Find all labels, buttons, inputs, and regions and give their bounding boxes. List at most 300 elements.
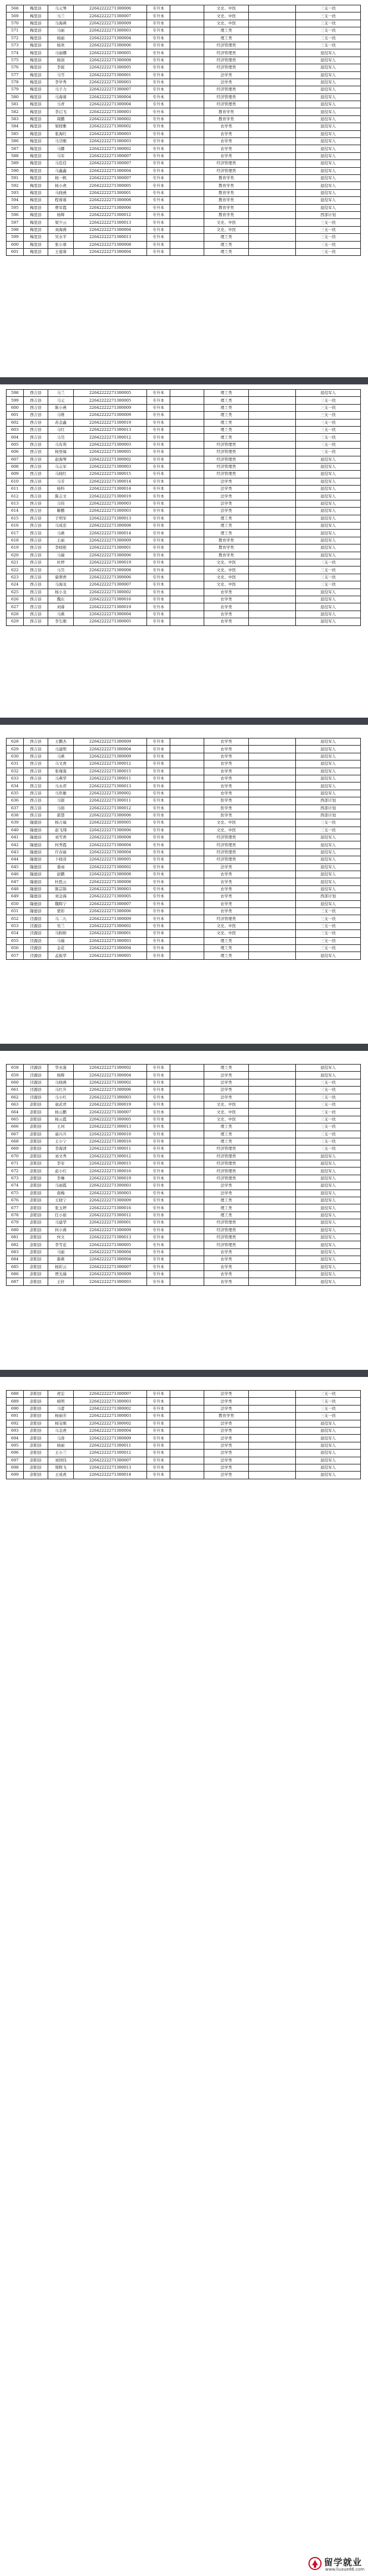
table-row <box>7 618 361 625</box>
table-row <box>7 463 361 470</box>
table-cell: 法学类 <box>204 1398 249 1405</box>
table-cell: 隆德县 <box>24 856 48 863</box>
table-row <box>7 893 361 900</box>
table-cell: 杨欢 <box>48 42 74 49</box>
table-cell <box>249 219 296 226</box>
table-cell: 泾源县 <box>24 915 48 922</box>
table-cell: 专升本 <box>147 930 170 937</box>
table-cell: 法学类 <box>204 71 249 79</box>
table-cell: 彭阳县 <box>24 1464 48 1471</box>
table-cell: 22642222271300003 <box>74 27 147 35</box>
table-cell: 22642222271300004 <box>74 1256 147 1263</box>
table-cell: 马晓燕 <box>48 1079 74 1086</box>
table-row <box>7 515 361 522</box>
table-cell: 教育学类 <box>204 174 249 181</box>
table-cell <box>170 1435 204 1442</box>
table-cell <box>170 471 204 478</box>
table-cell <box>170 746 204 753</box>
table-cell: 经济管理类 <box>204 1153 249 1160</box>
table-cell: 文史、中医 <box>204 819 249 827</box>
table-cell <box>170 782 204 790</box>
table-cell: 三支一扶 <box>296 1145 361 1153</box>
table-cell: 马娜 <box>48 145 74 152</box>
table-cell: 退役军人 <box>296 79 361 86</box>
table-cell: 专升本 <box>147 12 170 20</box>
table-row <box>7 1241 361 1248</box>
table-cell: 李生刚 <box>48 618 74 625</box>
table-cell <box>170 819 204 827</box>
table-cell: 马志军 <box>48 463 74 470</box>
table-cell <box>249 1435 296 1442</box>
table-cell: 西吉县 <box>24 530 48 537</box>
table-cell: 退役军人 <box>296 189 361 196</box>
table-cell: 文史、中医 <box>204 574 249 581</box>
table-cell: 农学类 <box>204 907 249 915</box>
table-cell: 22642222271300002 <box>74 790 147 797</box>
table-cell <box>249 1131 296 1138</box>
table-cell: 教育学类 <box>204 182 249 189</box>
table-cell <box>249 537 296 544</box>
table-row <box>7 130 361 137</box>
table-cell: 法学类 <box>204 1427 249 1434</box>
table-cell <box>170 871 204 878</box>
table-cell <box>249 12 296 20</box>
table-cell: 梅里县 <box>24 49 48 57</box>
table-cell: 隆德县 <box>24 834 48 841</box>
table-cell: 三支一扶 <box>296 404 361 411</box>
table-cell: 退役军人 <box>296 1204 361 1212</box>
table-cell: 农学类 <box>204 152 249 159</box>
table-cell: 退役军人 <box>296 478 361 485</box>
table-cell: 梅里县 <box>24 101 48 108</box>
table-cell <box>170 1263 204 1270</box>
table-cell <box>170 611 204 618</box>
table-cell: 专升本 <box>147 530 170 537</box>
table-cell: 苏金鑫 <box>48 419 74 426</box>
table-cell: 三支一扶 <box>296 248 361 255</box>
table-row <box>7 1204 361 1212</box>
table-cell: 22642222271300001 <box>74 930 147 937</box>
table-cell: 西吉县 <box>24 544 48 552</box>
table-cell: 专升本 <box>147 1079 170 1086</box>
table-cell: 22642222271300013 <box>74 1123 147 1131</box>
table-cell <box>249 589 296 596</box>
table-cell: 22642222271300008 <box>74 834 147 841</box>
table-cell: 专升本 <box>147 20 170 27</box>
table-cell: 657 <box>7 952 24 959</box>
table-cell <box>249 1153 296 1160</box>
table-row <box>7 426 361 433</box>
table-cell: 法学类 <box>204 1457 249 1464</box>
table-cell: 彭阳县 <box>24 1131 48 1138</box>
table-cell: 文史、中医 <box>204 566 249 574</box>
table-cell <box>249 775 296 782</box>
table-cell: 22642222271300007 <box>74 12 147 20</box>
table-cell: 22642222271300009 <box>74 404 147 411</box>
table-cell: 西吉县 <box>24 412 48 419</box>
table-cell: 西吉县 <box>24 574 48 581</box>
table-cell: 专升本 <box>147 1398 170 1405</box>
table-cell: 569 <box>7 12 24 20</box>
table-cell: 616 <box>7 522 24 530</box>
table-cell: 三支一扶 <box>296 574 361 581</box>
table-cell <box>249 1420 296 1427</box>
table-cell: 农学类 <box>204 596 249 603</box>
table-cell: 专升本 <box>147 760 170 768</box>
table-cell: 686 <box>7 1270 24 1278</box>
table-cell: 专升本 <box>147 5 170 12</box>
table-cell: 22642222271300006 <box>74 552 147 559</box>
table-cell: 彭阳县 <box>24 1197 48 1204</box>
table-cell: 医学类 <box>204 812 249 819</box>
table-cell: 专升本 <box>147 900 170 907</box>
table-cell <box>249 544 296 552</box>
table-cell: 退役军人 <box>296 871 361 878</box>
table-cell: 梅里县 <box>24 174 48 181</box>
table-cell: 22642222271300007 <box>74 1263 147 1270</box>
table-row <box>7 1278 361 1285</box>
table-cell: 专升本 <box>147 211 170 218</box>
table-cell: 法学类 <box>204 1190 249 1197</box>
table-row <box>7 152 361 159</box>
table-cell <box>249 566 296 574</box>
table-cell: 22642222271300005 <box>74 182 147 189</box>
table-cell: 梅里县 <box>24 86 48 93</box>
table-cell: 马涛 <box>48 1435 74 1442</box>
table-cell: 658 <box>7 1065 24 1072</box>
table-cell: 672 <box>7 1168 24 1175</box>
table-row <box>7 566 361 574</box>
table-cell: 马军 <box>48 152 74 159</box>
table-cell: 马蕾 <box>48 1405 74 1412</box>
table-cell: 吴水平 <box>48 234 74 241</box>
table-cell <box>170 189 204 196</box>
table-cell: 570 <box>7 20 24 27</box>
table-cell <box>249 508 296 515</box>
table-cell: 专升本 <box>147 805 170 812</box>
table-cell: 理工类 <box>204 944 249 951</box>
table-cell: 教育学类 <box>204 115 249 123</box>
table-cell: 688 <box>7 1391 24 1398</box>
table-cell: 退役军人 <box>296 856 361 863</box>
table-cell: 22642222271300005 <box>74 856 147 863</box>
table-cell: 退役军人 <box>296 182 361 189</box>
table-cell <box>170 1094 204 1101</box>
table-cell: 专升本 <box>147 86 170 93</box>
table-cell: 杜胜云 <box>48 878 74 885</box>
table-cell: 赵鹏 <box>48 871 74 878</box>
table-cell: 专升本 <box>147 145 170 152</box>
table-cell: 法学类 <box>204 1094 249 1101</box>
table-cell: 理工类 <box>204 515 249 522</box>
table-cell: 马海燕 <box>48 20 74 27</box>
table-cell: 专升本 <box>147 1442 170 1449</box>
table-cell: 三支一扶 <box>296 559 361 566</box>
table-cell: 三支一扶 <box>296 915 361 922</box>
table-cell <box>249 138 296 145</box>
table-cell: 梅里县 <box>24 57 48 64</box>
table-cell: 专升本 <box>147 486 170 493</box>
table-cell <box>249 1168 296 1175</box>
table-cell: 22642222271300012 <box>74 434 147 441</box>
table-cell: 579 <box>7 86 24 93</box>
table-cell <box>249 530 296 537</box>
table-cell: 理工类 <box>204 404 249 411</box>
table-cell: 赵海琴 <box>48 456 74 463</box>
table-cell: 专升本 <box>147 426 170 433</box>
table-cell: 专升本 <box>147 885 170 893</box>
table-cell: 639 <box>7 819 24 827</box>
table-cell: 652 <box>7 915 24 922</box>
table-cell: 经济管理类 <box>204 834 249 841</box>
table-cell: 三支一扶 <box>296 1413 361 1420</box>
table-cell: 西吉县 <box>24 500 48 507</box>
table-cell: 三支一扶 <box>296 35 361 42</box>
table-cell: 专升本 <box>147 782 170 790</box>
table-cell: 文史、中医 <box>204 827 249 834</box>
table-cell: 22642222271300005 <box>74 1241 147 1248</box>
table-cell <box>249 1123 296 1131</box>
table-cell: 专升本 <box>147 566 170 574</box>
table-cell: 专升本 <box>147 937 170 944</box>
table-cell: 专升本 <box>147 1457 170 1464</box>
table-cell: 杨科 <box>48 486 74 493</box>
table-cell <box>249 930 296 937</box>
table-cell: 专升本 <box>147 1450 170 1457</box>
table-cell: 梁少云 <box>48 219 74 226</box>
table-cell: 三支一扶 <box>296 1131 361 1138</box>
table-cell <box>170 1413 204 1420</box>
table-cell: 专升本 <box>147 581 170 589</box>
table-row <box>7 915 361 922</box>
table-row <box>7 93 361 101</box>
table-cell: 22642222271300004 <box>74 611 147 618</box>
table-cell: 梅里县 <box>24 241 48 248</box>
table-cell <box>249 1072 296 1079</box>
table-cell <box>170 1427 204 1434</box>
table-cell: 法学类 <box>204 1087 249 1094</box>
table-cell: 退役军人 <box>296 1278 361 1285</box>
table-cell: 退役军人 <box>296 544 361 552</box>
table-row <box>7 1219 361 1226</box>
table-row <box>7 49 361 57</box>
table-cell: 彭阳县 <box>24 1391 48 1398</box>
table-cell <box>170 900 204 907</box>
table-cell: 22642222271300004 <box>74 35 147 42</box>
table-cell: 22642222271300012 <box>74 1153 147 1160</box>
table-cell: 22642222271300001 <box>74 189 147 196</box>
table-cell: 574 <box>7 49 24 57</box>
table-cell: 专升本 <box>147 552 170 559</box>
table-cell: 专升本 <box>147 57 170 64</box>
table-cell <box>170 419 204 426</box>
table-cell: 退役军人 <box>296 152 361 159</box>
table-cell <box>249 1087 296 1094</box>
table-row <box>7 241 361 248</box>
table-cell: 退役军人 <box>296 71 361 79</box>
table-cell: 理工类 <box>204 1204 249 1212</box>
table-cell <box>170 456 204 463</box>
table-cell: 667 <box>7 1131 24 1138</box>
table-cell: 贾光瑞 <box>48 1270 74 1278</box>
table-cell: 22642222271300002 <box>74 123 147 130</box>
table-cell: 马建华 <box>48 1219 74 1226</box>
table-cell <box>170 1278 204 1285</box>
table-cell: 梅里县 <box>24 71 48 79</box>
table-cell: 彭阳县 <box>24 1123 48 1131</box>
table-cell: 615 <box>7 515 24 522</box>
table-cell: 22642222271300013 <box>74 1234 147 1241</box>
table-cell <box>249 189 296 196</box>
table-cell <box>249 390 296 397</box>
table-cell: 专升本 <box>147 463 170 470</box>
table-cell: 法学类 <box>204 1079 249 1086</box>
table-cell: 法学类 <box>204 486 249 493</box>
table-cell: 退役军人 <box>296 611 361 618</box>
table-cell <box>249 915 296 922</box>
table-cell: 22642222271300014 <box>74 486 147 493</box>
table-cell: 612 <box>7 493 24 500</box>
table-cell: 理工类 <box>204 937 249 944</box>
table-cell: 马二九 <box>48 915 74 922</box>
table-cell <box>249 1065 296 1072</box>
table-cell <box>170 152 204 159</box>
table-cell <box>249 1101 296 1108</box>
table-row <box>7 1101 361 1108</box>
table-cell: 彭阳县 <box>24 1109 48 1116</box>
table-cell: 经济管理类 <box>204 1226 249 1234</box>
table-cell: 专升本 <box>147 434 170 441</box>
table-cell: 专升本 <box>147 1234 170 1241</box>
table-cell: 梅里县 <box>24 5 48 12</box>
table-cell: 专升本 <box>147 559 170 566</box>
table-cell: 退役军人 <box>296 493 361 500</box>
table-cell: 三支一扶 <box>296 397 361 404</box>
table-cell <box>170 1450 204 1457</box>
table-row <box>7 589 361 596</box>
table-cell: 退役军人 <box>296 589 361 596</box>
table-row <box>7 537 361 544</box>
table-cell: 588 <box>7 152 24 159</box>
table-cell: 退役军人 <box>296 1175 361 1182</box>
table-cell: 李晓艳 <box>48 544 74 552</box>
table-row <box>7 1226 361 1234</box>
table-cell: 618 <box>7 537 24 544</box>
table-cell: 杨丽芳 <box>48 1413 74 1420</box>
table-cell <box>170 1190 204 1197</box>
table-row <box>7 174 361 181</box>
table-cell: 泾源县 <box>24 952 48 959</box>
table-cell <box>170 515 204 522</box>
table-cell <box>170 1270 204 1278</box>
table-cell: 郝燕 <box>48 1256 74 1263</box>
table-cell: 22642222271300004 <box>74 841 147 849</box>
table-cell <box>170 1212 204 1219</box>
table-cell: 马文虎 <box>48 760 74 768</box>
table-cell: 22642222271300004 <box>74 226 147 233</box>
table-row <box>7 1065 361 1072</box>
table-cell: 退役军人 <box>296 1435 361 1442</box>
table-cell <box>170 1168 204 1175</box>
table-cell: 刘睿 <box>48 603 74 611</box>
table-cell: 670 <box>7 1153 24 1160</box>
table-row <box>7 849 361 856</box>
table-cell <box>249 878 296 885</box>
table-cell: 专升本 <box>147 871 170 878</box>
table-cell <box>170 160 204 167</box>
table-cell: 法学类 <box>204 1072 249 1079</box>
table-cell: 专升本 <box>147 130 170 137</box>
table-cell <box>249 86 296 93</box>
table-row <box>7 768 361 775</box>
table-cell: 周鹏 <box>48 115 74 123</box>
table-cell: 文史、中医 <box>204 930 249 937</box>
table-cell: 22642222271300002 <box>74 456 147 463</box>
table-cell: 彭阳县 <box>24 1145 48 1153</box>
table-cell: 杨宝刚 <box>48 1420 74 1427</box>
table-row <box>7 922 361 929</box>
table-cell: 隆德县 <box>24 885 48 893</box>
table-cell: 603 <box>7 426 24 433</box>
table-cell: 专升本 <box>147 390 170 397</box>
table-cell: 经济管理类 <box>204 101 249 108</box>
table-cell: 578 <box>7 79 24 86</box>
table-cell <box>249 1464 296 1471</box>
table-cell: 法学类 <box>204 508 249 515</box>
table-cell <box>170 35 204 42</box>
table-cell <box>170 1175 204 1182</box>
table-cell: 三支一扶 <box>296 27 361 35</box>
table-cell: 杜婷 <box>48 559 74 566</box>
table-cell <box>170 493 204 500</box>
table-row <box>7 57 361 64</box>
table-cell: 西吉县 <box>24 738 48 746</box>
table-cell: 吴兰 <box>48 922 74 929</box>
table-cell <box>170 1219 204 1226</box>
table-cell: 专升本 <box>147 922 170 929</box>
table-cell <box>249 500 296 507</box>
table-cell: 童兴兵 <box>48 1131 74 1138</box>
table-cell: 608 <box>7 463 24 470</box>
table-cell: 泾源县 <box>24 930 48 937</box>
table-cell: 22642222271300008 <box>74 566 147 574</box>
table-cell: 杨云霞 <box>48 1116 74 1123</box>
table-cell: 马盼盼 <box>48 930 74 937</box>
table-cell <box>249 493 296 500</box>
table-cell: 633 <box>7 775 24 782</box>
table-row <box>7 1398 361 1405</box>
table-cell: 专升本 <box>147 1190 170 1197</box>
results-table <box>6 389 361 626</box>
table-row <box>7 189 361 196</box>
table-cell: 22642222271300014 <box>74 530 147 537</box>
table-row <box>7 819 361 827</box>
table-cell: 泾源县 <box>24 944 48 951</box>
table-cell: 专升本 <box>147 419 170 426</box>
table-cell: 泾源县 <box>24 1072 48 1079</box>
table-cell <box>170 1226 204 1234</box>
table-cell: 退役军人 <box>296 768 361 775</box>
table-cell: 退役军人 <box>296 1197 361 1204</box>
table-cell: 专升本 <box>147 1109 170 1116</box>
table-cell: 专升本 <box>147 1087 170 1094</box>
table-cell: 三支一扶 <box>296 1405 361 1412</box>
table-cell: 教育学类 <box>204 537 249 544</box>
table-cell <box>170 1420 204 1427</box>
table-cell: 693 <box>7 1427 24 1434</box>
table-cell: 彭阳县 <box>24 1472 48 1479</box>
table-cell: 专升本 <box>147 456 170 463</box>
